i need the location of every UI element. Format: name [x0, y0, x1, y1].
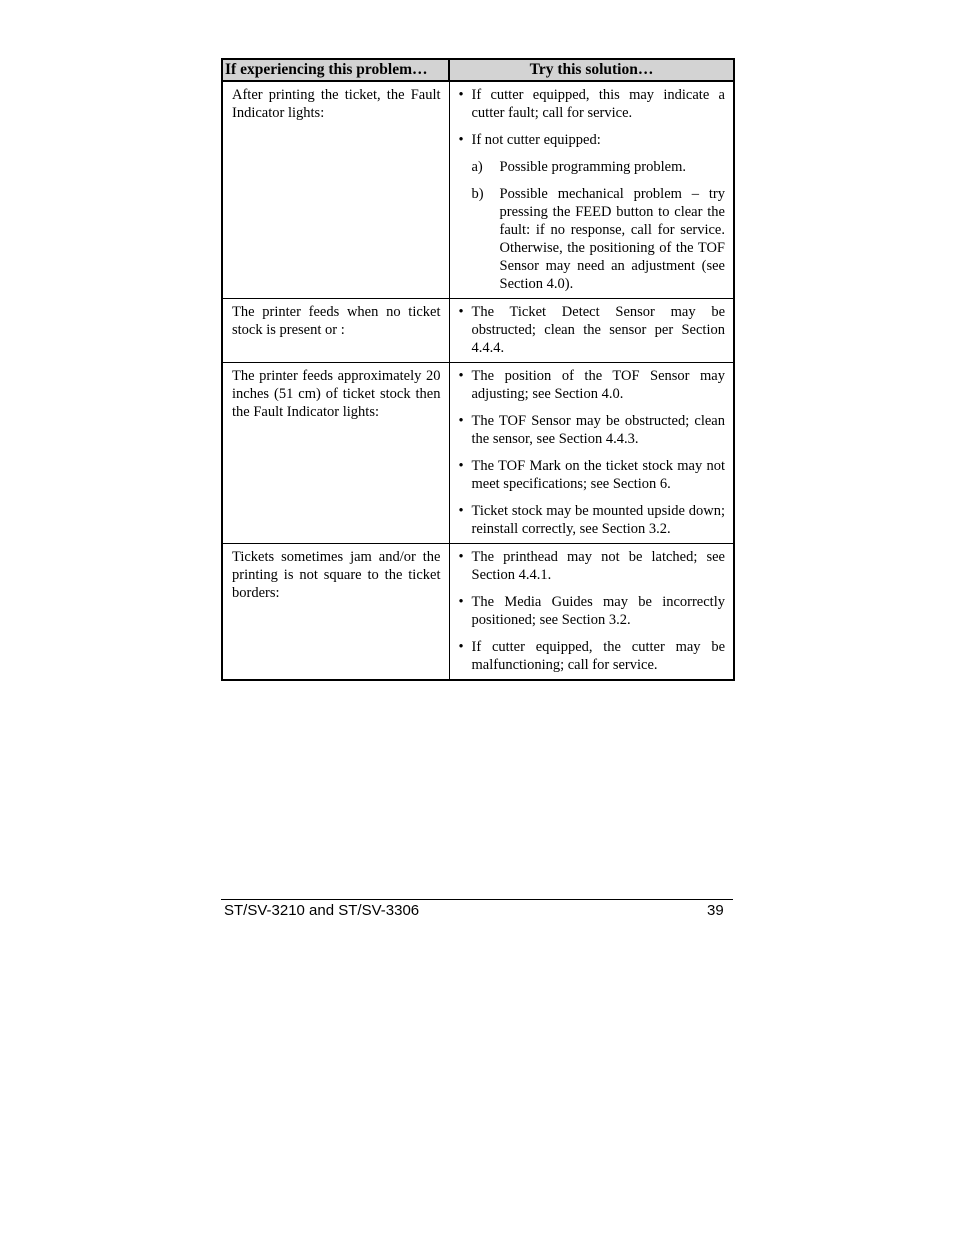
bullet-icon: •: [458, 413, 464, 429]
solution-cell: [449, 544, 734, 681]
solution-item: [459, 638, 726, 674]
solution-item: [459, 131, 726, 293]
sub-solution-item: [472, 158, 726, 176]
solution-text: The position of the TOF Sensor may adjusting; see Section 4.0.: [471, 368, 725, 402]
table-row: [222, 363, 734, 544]
sub-solution-item: [472, 185, 726, 293]
header-problem: If experiencing this problem…: [222, 59, 449, 81]
solution-text: The Ticket Detect Sensor may be obstructed; clean the sensor per Section 4.4.4.: [471, 304, 725, 356]
solution-text: If not cutter equipped:: [471, 132, 601, 148]
solution-item: [459, 412, 726, 448]
footer-model: ST/SV-3210 and ST/SV-3306: [224, 902, 420, 919]
solution-text: If cutter equipped, this may indicate a cutter fault; call for service.: [471, 87, 725, 121]
solution-item: [459, 367, 726, 403]
page-number: 39: [707, 902, 724, 919]
bullet-icon: •: [458, 132, 464, 148]
solution-list: [459, 86, 726, 293]
bullet-icon: •: [458, 639, 464, 655]
sub-solution-list: [472, 158, 726, 293]
table-row: [222, 544, 734, 681]
sub-item-text: Possible programming problem.: [499, 159, 686, 175]
bullet-icon: •: [458, 549, 464, 565]
solution-text: The TOF Mark on the ticket stock may not meet specifications; see Section 6.: [471, 458, 725, 492]
problem-cell: After printing the ticket, the Fault Indicator lights:: [222, 81, 449, 299]
solution-cell: [449, 299, 734, 363]
problem-cell: The printer feeds when no ticket stock is present or :: [222, 299, 449, 363]
sub-item-label: a): [471, 159, 483, 175]
solution-list: [459, 303, 726, 357]
solution-item: [459, 457, 726, 493]
header-solution: Try this solution…: [449, 59, 734, 81]
table-row: [222, 81, 734, 299]
solution-text: Ticket stock may be mounted upside down; reinstall correctly, see Section 3.2.: [471, 503, 725, 537]
bullet-icon: •: [458, 503, 464, 519]
solution-text: The TOF Sensor may be obstructed; clean the sensor, see Section 4.4.3.: [471, 413, 725, 447]
table-header-row: [222, 59, 734, 81]
solution-text: The printhead may not be latched; see Section 4.4.1.: [471, 549, 725, 583]
troubleshooting-table: [221, 58, 735, 681]
bullet-icon: •: [458, 368, 464, 384]
bullet-icon: •: [458, 87, 464, 103]
sub-item-label: b): [471, 186, 484, 202]
solution-cell: [449, 81, 734, 299]
sub-item-text: Possible mechanical problem – try pressing the FEED button to clear the fault: if no response, call for service. Otherwise, the positioning of the TOF Sensor may need an adjustment (see Section 4.0).: [499, 186, 725, 292]
solution-item: [459, 548, 726, 584]
bullet-icon: •: [458, 304, 464, 320]
solution-item: [459, 86, 726, 122]
solution-text: The Media Guides may be incorrectly positioned; see Section 3.2.: [471, 594, 725, 628]
solution-cell: [449, 363, 734, 544]
table-row: [222, 299, 734, 363]
footer-divider: [221, 899, 733, 900]
solution-item: [459, 502, 726, 538]
problem-cell: Tickets sometimes jam and/or the printing is not square to the ticket borders:: [222, 544, 449, 681]
bullet-icon: •: [458, 458, 464, 474]
solution-item: [459, 593, 726, 629]
problem-cell: The printer feeds approximately 20 inches (51 cm) of ticket stock then the Fault Indicator lights:: [222, 363, 449, 544]
solution-list: [459, 548, 726, 674]
solution-item: [459, 303, 726, 357]
solution-text: If cutter equipped, the cutter may be malfunctioning; call for service.: [471, 639, 725, 673]
solution-list: [459, 367, 726, 538]
bullet-icon: •: [458, 594, 464, 610]
